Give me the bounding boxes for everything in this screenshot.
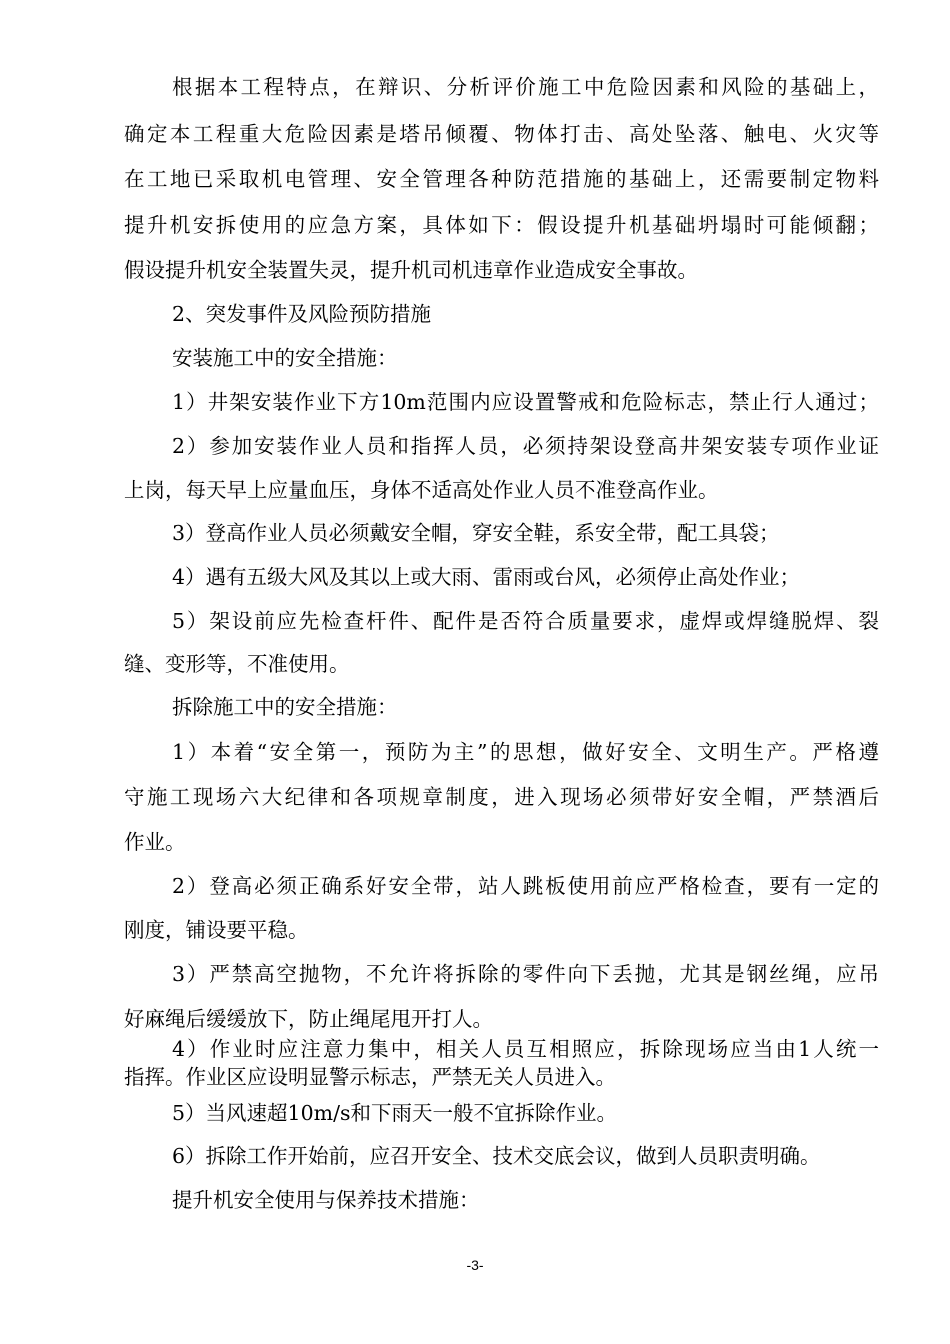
body-line: 守施工现场六大纪律和各项规章制度，进入现场必须带好安全帽，严禁酒后	[124, 785, 879, 809]
body-line: 提升机安拆使用的应急方案，具体如下：假设提升机基础坍塌时可能倾翻；	[124, 213, 879, 237]
list-item: 4）作业时应注意力集中，相关人员互相照应，拆除现场应当由1人统一	[172, 1037, 879, 1061]
list-item: 4）遇有五级大风及其以上或大雨、雷雨或台风，必须停止高处作业；	[172, 565, 801, 589]
subsection-heading: 安装施工中的安全措施：	[172, 346, 398, 370]
body-line: 指挥。作业区应设明显警示标志，严禁无关人员进入。	[124, 1065, 616, 1089]
body-line: 作业。	[124, 830, 186, 854]
list-item: 2）登高必须正确系好安全带，站人跳板使用前应严格检查，要有一定的	[172, 874, 879, 898]
body-line: 缝、变形等，不准使用。	[124, 652, 350, 676]
list-item: 1）井架安装作业下方10m范围内应设置警戒和危险标志，禁止行人通过；	[172, 390, 879, 414]
list-item: 2）参加安装作业人员和指挥人员，必须持架设登高井架安装专项作业证	[172, 434, 879, 458]
list-item: 5）架设前应先检查杆件、配件是否符合质量要求，虚焊或焊缝脱焊、裂	[172, 609, 879, 633]
body-line: 根据本工程特点，在辩识、分析评价施工中危险因素和风险的基础上，	[172, 75, 879, 99]
list-item: 3）登高作业人员必须戴安全帽，穿安全鞋，系安全带，配工具袋；	[172, 521, 780, 545]
body-line: 上岗，每天早上应量血压，身体不适高处作业人员不准登高作业。	[124, 478, 719, 502]
list-item: 1）本着“安全第一，预防为主”的思想，做好安全、文明生产。严格遵	[172, 740, 879, 764]
section-heading: 2、突发事件及风险预防措施	[172, 302, 432, 326]
body-line: 在工地已采取机电管理、安全管理各种防范措施的基础上，还需要制定物料	[124, 167, 879, 191]
subsection-heading: 提升机安全使用与保养技术措施：	[172, 1188, 480, 1212]
subsection-heading: 拆除施工中的安全措施：	[172, 695, 398, 719]
list-item: 6）拆除工作开始前，应召开安全、技术交底会议，做到人员职责明确。	[172, 1144, 821, 1168]
body-line: 假设提升机安全装置失灵，提升机司机违章作业造成安全事故。	[124, 258, 698, 282]
list-item: 5）当风速超10m/s和下雨天一般不宜拆除作业。	[172, 1101, 617, 1125]
body-line: 确定本工程重大危险因素是塔吊倾覆、物体打击、高处坠落、触电、火灾等	[124, 122, 879, 146]
page-number: -3-	[466, 1257, 484, 1273]
body-line: 刚度，铺设要平稳。	[124, 918, 309, 942]
list-item: 3）严禁高空抛物，不允许将拆除的零件向下丢抛，尤其是钢丝绳，应吊	[172, 962, 879, 986]
body-line: 好麻绳后缓缓放下，防止绳尾甩开打人。	[124, 1007, 493, 1031]
